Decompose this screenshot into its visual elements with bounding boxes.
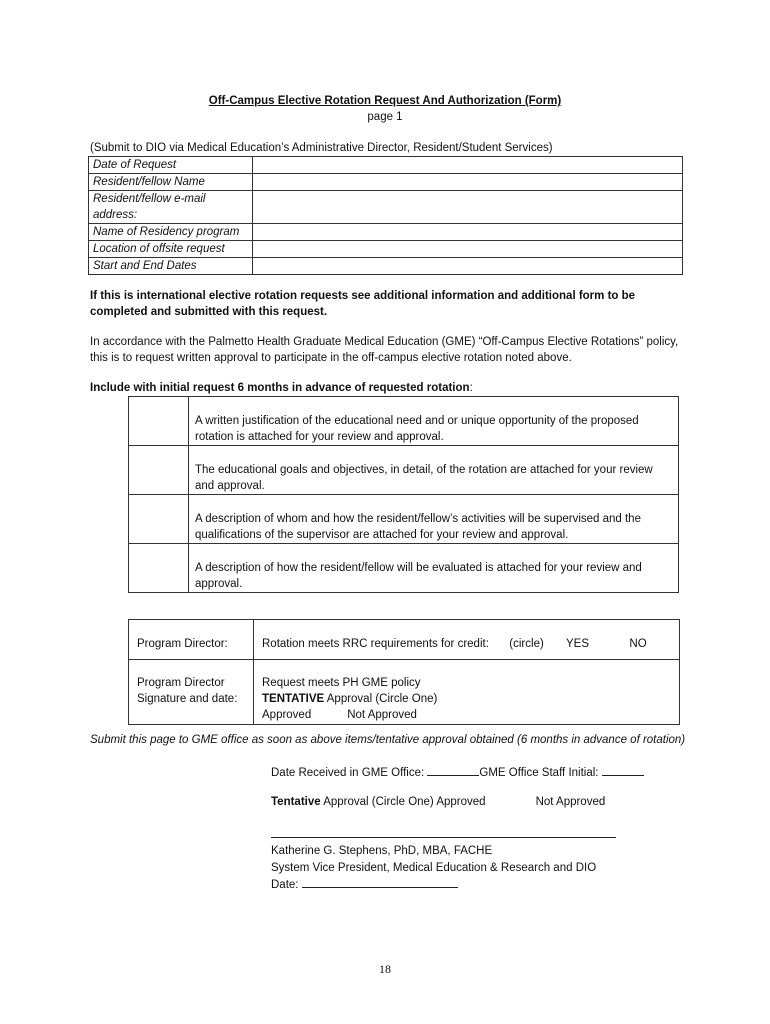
resident-email-label: Resident/fellow e-mail address: bbox=[89, 191, 253, 224]
yes-option[interactable]: YES bbox=[566, 638, 590, 650]
start-end-dates-label: Start and End Dates bbox=[89, 258, 253, 275]
circle-hint: (circle) bbox=[509, 638, 544, 650]
table-row bbox=[89, 174, 683, 191]
staff-initial-label: GME Office Staff Initial: bbox=[479, 767, 599, 779]
table-row bbox=[89, 258, 683, 275]
signature-date-line bbox=[271, 877, 596, 894]
approved-option[interactable]: Approved bbox=[262, 709, 312, 721]
date-of-request-label: Date of Request bbox=[89, 157, 253, 174]
rrc-credit-cell bbox=[254, 620, 680, 660]
pd-signature-label-line1: Program Director bbox=[137, 677, 225, 689]
program-director-table bbox=[128, 619, 680, 725]
form-title: Off-Campus Elective Rotation Request And Authorization (Form) bbox=[208, 95, 562, 107]
no-option[interactable]: NO bbox=[629, 638, 647, 650]
offsite-location-label: Location of offsite request bbox=[89, 241, 253, 258]
staff-initial-field[interactable] bbox=[602, 765, 644, 776]
policy-meets-text: Request meets PH GME policy bbox=[262, 677, 421, 689]
gme-received-line bbox=[271, 765, 644, 779]
pd-signature-label-cell bbox=[129, 660, 254, 725]
signature-date-field[interactable] bbox=[302, 877, 458, 888]
table-row bbox=[89, 191, 683, 224]
request-info-table bbox=[88, 156, 683, 275]
rrc-credit-text: Rotation meets RRC requirements for credit: bbox=[262, 638, 489, 650]
table-row bbox=[89, 241, 683, 258]
signature-block bbox=[271, 843, 596, 894]
checklist-item: A description of whom and how the resident/fellow’s activities will be supervised and the qualifications of the supervisor are attached for your review and approval. bbox=[189, 495, 679, 544]
gme-tentative-line bbox=[271, 796, 605, 808]
checklist-checkbox[interactable] bbox=[129, 446, 189, 495]
requirements-checklist bbox=[128, 396, 679, 593]
program-director-label: Program Director: bbox=[129, 620, 254, 660]
table-row bbox=[89, 224, 683, 241]
checklist-row bbox=[129, 495, 679, 544]
signatory-title: System Vice President, Medical Education & Research and DIO bbox=[271, 862, 597, 874]
gme-tentative-rest[interactable]: Approval (Circle One) Approved bbox=[320, 796, 486, 808]
not-approved-option[interactable]: Not Approved bbox=[347, 709, 417, 721]
checklist-row bbox=[129, 397, 679, 446]
table-row bbox=[129, 620, 680, 660]
table-row bbox=[89, 157, 683, 174]
checklist-row bbox=[129, 544, 679, 593]
policy-statement: In accordance with the Palmetto Health Graduate Medical Education (GME) “Off-Campus Elective Rotations” policy, this is to request written approval to participate in the off-campus elective rotation noted above. bbox=[90, 336, 679, 364]
resident-email-field[interactable] bbox=[253, 191, 683, 224]
residency-program-label: Name of Residency program bbox=[89, 224, 253, 241]
gme-tentative-bold: Tentative bbox=[271, 796, 321, 808]
checklist-item: A written justification of the educational need and or unique opportunity of the proposed rotation is attached for your review and approval. bbox=[189, 397, 679, 446]
international-note: If this is international elective rotation requests see additional information and additional form to be completed and submitted with this request. bbox=[90, 290, 636, 318]
checklist-item: A description of how the resident/fellow will be evaluated is attached for your review and approval. bbox=[189, 544, 679, 593]
table-row bbox=[129, 660, 680, 725]
date-received-label: Date Received in GME Office: bbox=[271, 767, 425, 779]
resident-name-label: Resident/fellow Name bbox=[89, 174, 253, 191]
page-label: page 1 bbox=[367, 111, 403, 123]
offsite-location-field[interactable] bbox=[253, 241, 683, 258]
tentative-rest: Approval (Circle One) bbox=[324, 693, 438, 705]
residency-program-field[interactable] bbox=[253, 224, 683, 241]
checklist-checkbox[interactable] bbox=[129, 495, 189, 544]
checklist-checkbox[interactable] bbox=[129, 544, 189, 593]
checklist-item: The educational goals and objectives, in detail, of the rotation are attached for your review and approval. bbox=[189, 446, 679, 495]
date-of-request-field[interactable] bbox=[253, 157, 683, 174]
signature-date-label: Date: bbox=[271, 879, 299, 891]
checklist-row bbox=[129, 446, 679, 495]
pd-approval-cell bbox=[254, 660, 680, 725]
date-received-field[interactable] bbox=[427, 765, 479, 776]
submit-note: (Submit to DIO via Medical Education’s Administrative Director, Resident/Student Services) bbox=[90, 142, 553, 154]
gme-submit-note: Submit this page to GME office as soon as above items/tentative approval obtained (6 months in advance of rotation) bbox=[90, 734, 686, 746]
include-heading bbox=[90, 382, 473, 394]
resident-name-field[interactable] bbox=[253, 174, 683, 191]
include-heading-text: Include with initial request 6 months in advance of requested rotation bbox=[90, 382, 470, 394]
signature-line[interactable] bbox=[271, 837, 616, 838]
tentative-bold: TENTATIVE bbox=[262, 693, 325, 705]
pd-signature-label-line2: Signature and date: bbox=[137, 693, 238, 705]
gme-not-approved-option[interactable]: Not Approved bbox=[535, 796, 606, 808]
page-number: 18 bbox=[379, 962, 391, 976]
include-heading-colon: : bbox=[469, 382, 473, 394]
checklist-checkbox[interactable] bbox=[129, 397, 189, 446]
start-end-dates-field[interactable] bbox=[253, 258, 683, 275]
signatory-name: Katherine G. Stephens, PhD, MBA, FACHE bbox=[271, 845, 493, 857]
tentative-approval-line bbox=[262, 691, 671, 707]
approval-options bbox=[262, 707, 671, 723]
